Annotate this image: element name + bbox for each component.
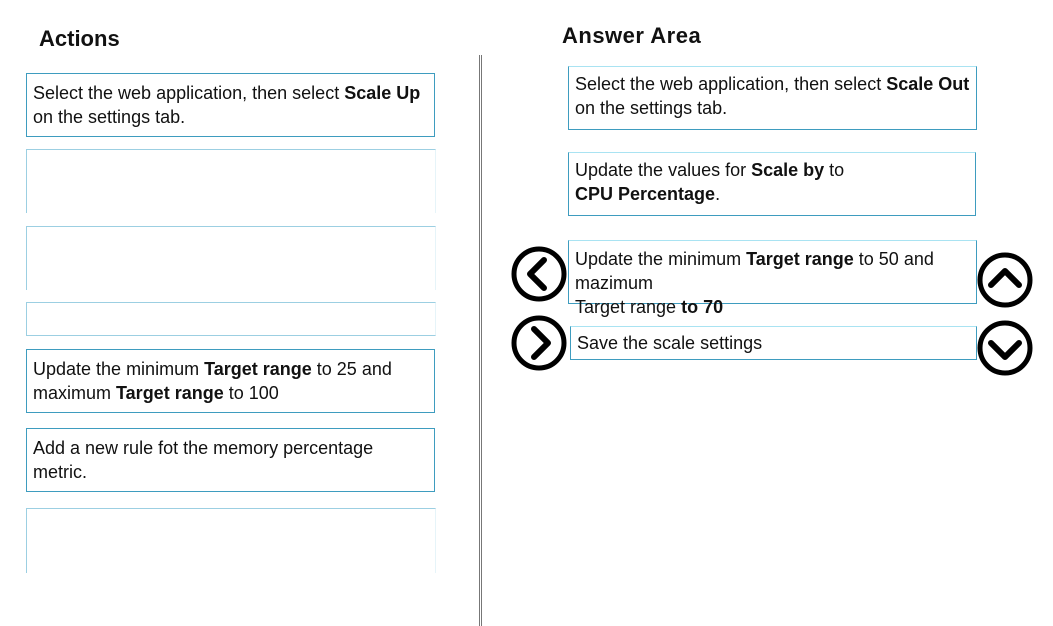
action-empty-slot (26, 149, 436, 213)
answer-area-title: Answer Area (562, 23, 702, 48)
answer-item[interactable]: Update the values for Scale by to CPU Percentage. (568, 152, 976, 216)
action-item[interactable]: Select the web application, then select Scale Up on the settings tab. (26, 73, 435, 137)
chevron-right-circle-icon (511, 315, 567, 371)
move-down-button[interactable] (977, 320, 1033, 376)
chevron-down-circle-icon (977, 320, 1033, 376)
action-empty-slot (26, 508, 436, 573)
action-item[interactable]: Update the minimum Target range to 25 and maximum Target range to 100 (26, 349, 435, 413)
panel-divider (479, 55, 482, 626)
action-item[interactable]: Add a new rule fot the memory percentage metric. (26, 428, 435, 492)
actions-title: Actions (39, 26, 120, 51)
move-right-button[interactable] (511, 315, 567, 371)
answer-item[interactable]: Update the minimum Target range to 50 and mazimum Target range to 70 (568, 240, 977, 304)
answer-item[interactable]: Select the web application, then select Scale Out on the settings tab. (568, 66, 977, 130)
chevron-up-circle-icon (977, 252, 1033, 308)
move-left-button[interactable] (511, 246, 567, 302)
move-up-button[interactable] (977, 252, 1033, 308)
action-empty-slot (26, 226, 436, 290)
action-empty-slot (26, 302, 436, 336)
chevron-left-circle-icon (511, 246, 567, 302)
answer-item[interactable]: Save the scale settings (570, 326, 977, 360)
